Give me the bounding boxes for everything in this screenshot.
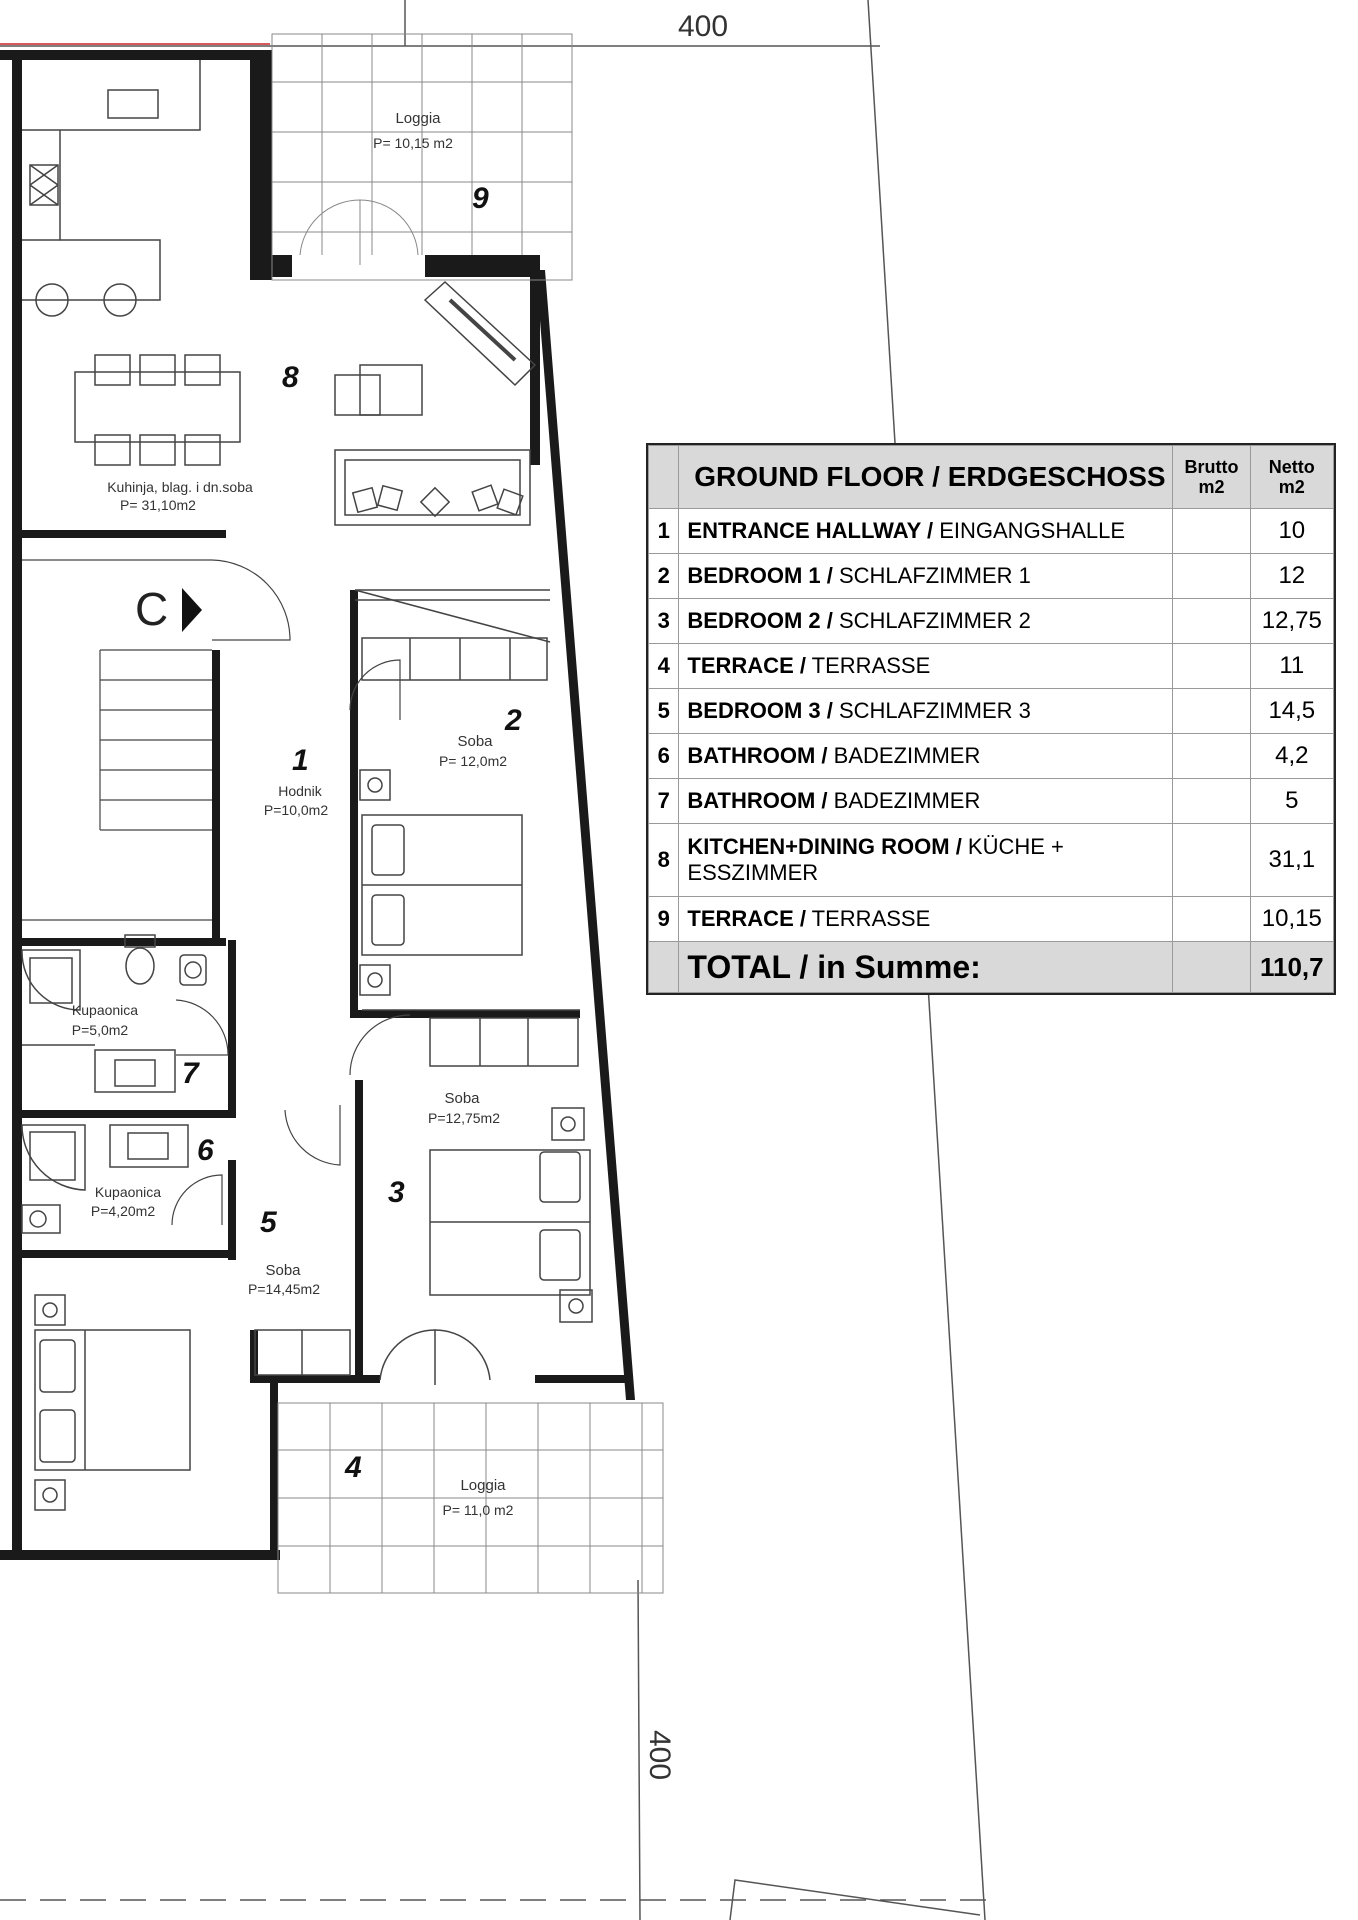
room-area: P=4,20m2 bbox=[90, 1203, 156, 1219]
row-brutto bbox=[1173, 554, 1250, 599]
room-area: P=10,0m2 bbox=[263, 802, 329, 818]
area-table bbox=[648, 445, 1334, 993]
row-label-de: BADEZIMMER bbox=[827, 743, 981, 768]
row-netto: 10,15 bbox=[1250, 897, 1333, 942]
header-blank bbox=[649, 446, 679, 509]
row-label-en: BEDROOM 2 / bbox=[687, 608, 833, 633]
row-label-en: BATHROOM / bbox=[687, 743, 828, 768]
row-netto: 12 bbox=[1250, 554, 1333, 599]
room-name: Soba bbox=[265, 1262, 301, 1279]
room-number: 5 bbox=[260, 1206, 277, 1239]
bedroom-2-furniture bbox=[355, 590, 580, 1010]
row-label-de: BADEZIMMER bbox=[827, 788, 981, 813]
row-brutto bbox=[1173, 897, 1250, 942]
row-netto: 5 bbox=[1250, 779, 1333, 824]
table-title: GROUND FLOOR / ERDGESCHOSS bbox=[679, 446, 1173, 509]
row-label bbox=[679, 509, 1173, 554]
row-label-de: KÜCHE + ESSZIMMER bbox=[687, 834, 1064, 885]
table-row bbox=[649, 599, 1334, 644]
room-number: 6 bbox=[197, 1134, 214, 1167]
row-netto: 14,5 bbox=[1250, 689, 1333, 734]
row-netto: 4,2 bbox=[1250, 734, 1333, 779]
room-number: 9 bbox=[472, 182, 489, 215]
table-row bbox=[649, 509, 1334, 554]
row-brutto bbox=[1173, 824, 1250, 897]
row-number: 4 bbox=[649, 644, 679, 689]
row-label-en: KITCHEN+DINING ROOM / bbox=[687, 834, 962, 859]
row-number: 8 bbox=[649, 824, 679, 897]
row-number: 1 bbox=[649, 509, 679, 554]
room-name: Kupaonica bbox=[94, 1184, 162, 1200]
row-label-en: TERRACE / bbox=[687, 653, 806, 678]
room-number: 7 bbox=[182, 1057, 199, 1090]
room-name: Loggia bbox=[460, 1477, 506, 1494]
room-name: Loggia bbox=[395, 110, 441, 127]
row-label bbox=[679, 554, 1173, 599]
row-label bbox=[679, 779, 1173, 824]
room-number: 8 bbox=[282, 361, 299, 394]
row-label bbox=[679, 599, 1173, 644]
row-label bbox=[679, 897, 1173, 942]
header-netto: Netto m2 bbox=[1250, 446, 1333, 509]
row-label-en: TERRACE / bbox=[687, 906, 806, 931]
room-name: Soba bbox=[444, 1090, 480, 1107]
dimension-side: 400 bbox=[643, 1730, 676, 1781]
row-label-de: SCHLAFZIMMER 3 bbox=[832, 698, 1031, 723]
row-label-en: ENTRANCE HALLWAY / bbox=[687, 518, 934, 543]
room-number: 3 bbox=[388, 1176, 405, 1209]
room-area: P=5,0m2 bbox=[71, 1022, 129, 1038]
total-value: 110,7 bbox=[1250, 942, 1333, 993]
row-label-de: TERRASSE bbox=[805, 653, 931, 678]
table-row bbox=[649, 644, 1334, 689]
row-brutto bbox=[1173, 644, 1250, 689]
row-label bbox=[679, 644, 1173, 689]
row-label-en: BATHROOM / bbox=[687, 788, 828, 813]
room-name: Hodnik bbox=[278, 783, 322, 799]
row-number: 7 bbox=[649, 779, 679, 824]
row-number: 5 bbox=[649, 689, 679, 734]
row-label-de: EINGANGSHALLE bbox=[933, 518, 1126, 543]
row-number: 6 bbox=[649, 734, 679, 779]
loggia-bottom bbox=[278, 1403, 663, 1593]
table-row bbox=[649, 554, 1334, 599]
row-label-de: SCHLAFZIMMER 1 bbox=[832, 563, 1031, 588]
room-area: P=14,45m2 bbox=[248, 1281, 320, 1297]
room-name: Kupaonica bbox=[71, 1002, 139, 1018]
row-number: 9 bbox=[649, 897, 679, 942]
row-label-en: BEDROOM 3 / bbox=[687, 698, 833, 723]
loggia-top bbox=[272, 34, 572, 280]
row-number: 3 bbox=[649, 599, 679, 644]
stair-label: C bbox=[135, 583, 169, 635]
row-number: 2 bbox=[649, 554, 679, 599]
total-label: TOTAL / in Summe: bbox=[679, 942, 1173, 993]
row-netto: 31,1 bbox=[1250, 824, 1333, 897]
dimension-top: 400 bbox=[678, 10, 729, 43]
table-header bbox=[649, 446, 1334, 509]
table-row bbox=[649, 779, 1334, 824]
room-name: Kuhinja, blag. i dn.soba bbox=[107, 479, 253, 495]
row-netto: 12,75 bbox=[1250, 599, 1333, 644]
row-brutto bbox=[1173, 689, 1250, 734]
room-area: P= 11,0 m2 bbox=[442, 1502, 514, 1518]
header-brutto: Brutto m2 bbox=[1173, 446, 1250, 509]
kitchen-furniture bbox=[22, 60, 535, 525]
arrow-right-icon bbox=[182, 588, 202, 632]
row-brutto bbox=[1173, 734, 1250, 779]
room-number: 2 bbox=[505, 704, 522, 737]
room-area: P= 31,10m2 bbox=[120, 497, 196, 513]
row-brutto bbox=[1173, 509, 1250, 554]
row-label bbox=[679, 734, 1173, 779]
room-labels bbox=[72, 110, 522, 1518]
row-label-en: BEDROOM 1 / bbox=[687, 563, 833, 588]
room-name: Soba bbox=[457, 733, 493, 750]
row-label-de: TERRASSE bbox=[805, 906, 931, 931]
room-area: P= 10,15 m2 bbox=[373, 135, 453, 151]
table-row bbox=[649, 897, 1334, 942]
total-row bbox=[649, 942, 1334, 993]
row-netto: 10 bbox=[1250, 509, 1333, 554]
table-row bbox=[649, 734, 1334, 779]
table-row bbox=[649, 689, 1334, 734]
table-row bbox=[649, 824, 1334, 897]
room-number: 4 bbox=[345, 1451, 362, 1484]
row-label bbox=[679, 824, 1173, 897]
row-brutto bbox=[1173, 599, 1250, 644]
row-label bbox=[679, 689, 1173, 734]
row-netto: 11 bbox=[1250, 644, 1333, 689]
room-area: P=12,75m2 bbox=[428, 1110, 500, 1126]
row-label-de: SCHLAFZIMMER 2 bbox=[832, 608, 1031, 633]
bedroom-3-furniture bbox=[380, 1018, 592, 1385]
room-area: P= 12,0m2 bbox=[438, 753, 508, 769]
room-number: 1 bbox=[292, 744, 309, 777]
row-brutto bbox=[1173, 779, 1250, 824]
